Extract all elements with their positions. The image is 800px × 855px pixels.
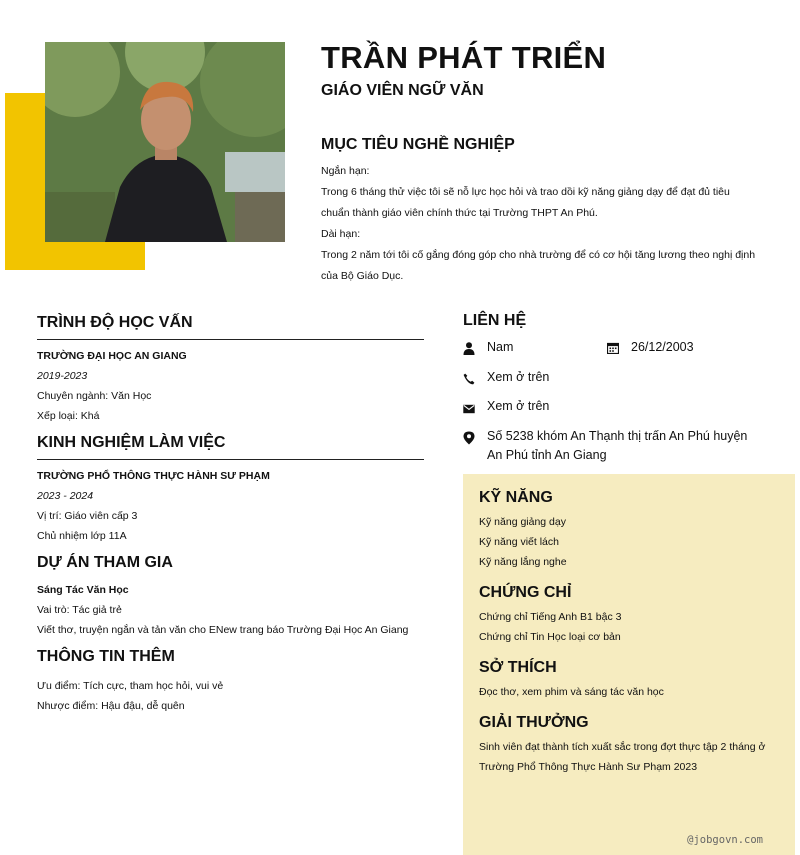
section-heading: MỤC TIÊU NGHỀ NGHIỆP [321,136,515,153]
education-rank: Xếp loại: Khá [37,410,100,422]
awards-section [479,714,779,777]
experience-org: TRƯỜNG PHỔ THÔNG THỰC HÀNH SƯ PHẠM [37,470,270,482]
section-heading: DỰ ÁN THAM GIA [37,554,173,571]
person-icon [463,338,487,362]
contact-row-email [463,397,763,421]
objective-short-text: Trong 6 tháng thử việc tôi sẽ nỗ lực học hỏi và trao dồi kỹ năng giảng dạy để đạt đủ tiêu chuẩn thành giáo viên chính thức tại Trường THPT An Phú. [321,186,730,219]
candidate-name: TRẦN PHÁT TRIỂN [321,40,607,75]
contact-dob: 26/12/2003 [631,340,694,354]
section-heading: KINH NGHIỆM LÀM VIỆC [37,434,424,460]
contact-section [463,312,763,472]
section-heading: KỸ NĂNG [479,489,553,506]
education-period: 2019-2023 [37,370,88,382]
certificate-item: Chứng chỉ Tin Học loại cơ bản [479,631,621,643]
watermark: @jobgovn.com [687,834,763,846]
career-objective-section [321,136,761,287]
project-name: Sáng Tác Văn Học [37,584,129,596]
skill-item: Kỹ năng giảng dạy [479,516,566,528]
contact-gender: Nam [487,340,514,354]
skill-item: Kỹ năng viết lách [479,536,559,548]
phone-icon [463,368,487,392]
contact-row-address [463,427,763,466]
extra-pros: Ưu điểm: Tích cực, tham học hỏi, vui vẻ [37,680,224,692]
contact-address: Số 5238 khóm An Thạnh thị trấn An Phú huyện An Phú tỉnh An Giang [487,428,748,462]
contact-row-gender-dob [463,338,763,362]
profile-photo-image [45,42,285,242]
calendar-icon [607,338,631,361]
project-role: Vai trò: Tác giả trẻ [37,604,122,616]
education-section [37,314,424,426]
projects-section [37,554,424,640]
skill-item: Kỹ năng lắng nghe [479,556,567,568]
project-description: Viết thơ, truyện ngắn và tản văn cho ENew trang báo Trường Đại Học An Giang [37,624,409,636]
objective-long-label: Dài hạn: [321,228,361,240]
experience-position: Vị trí: Giáo viên cấp 3 [37,510,138,522]
profile-photo [45,42,285,242]
section-heading: TRÌNH ĐỘ HỌC VẤN [37,314,424,340]
candidate-title: GIÁO VIÊN NGỮ VĂN [321,82,484,99]
left-column [37,314,424,724]
contact-row-phone [463,368,763,392]
contact-phone[interactable]: Xem ở trên [487,369,550,384]
experience-section [37,434,424,546]
section-heading: GIẢI THƯỞNG [479,714,589,731]
section-heading: THÔNG TIN THÊM [37,648,175,665]
objective-long-text: Trong 2 năm tới tôi cố gắng đóng góp cho nhà trường để có cơ hội tăng lương theo nghị định của Bộ Giáo Dục. [321,249,756,282]
experience-duty: Chủ nhiệm lớp 11A [37,530,127,542]
section-heading: SỞ THÍCH [479,659,557,676]
extra-info-section [37,648,424,716]
hobbies-text: Đọc thơ, xem phim và sáng tác văn học [479,686,664,698]
extra-cons: Nhược điểm: Hậu đậu, dễ quên [37,700,185,712]
certificates-section [479,584,779,647]
section-heading: LIÊN HỆ [463,312,527,329]
education-school: TRƯỜNG ĐẠI HỌC AN GIANG [37,350,187,362]
mail-icon [463,397,487,421]
right-info-panel [463,474,795,855]
awards-text: Sinh viên đạt thành tích xuất sắc trong đợt thực tập 2 tháng ở Trường Phổ Thông Thực Hành Sư Phạm 2023 [479,741,766,773]
experience-period: 2023 - 2024 [37,490,94,502]
education-major: Chuyên ngành: Văn Học [37,390,152,402]
hobbies-section [479,659,779,702]
objective-short-label: Ngắn hạn: [321,165,370,177]
skills-section [479,489,779,572]
contact-email[interactable]: Xem ở trên [487,399,550,413]
certificate-item: Chứng chỉ Tiếng Anh B1 bậc 3 [479,611,622,623]
section-heading: CHỨNG CHỈ [479,584,572,601]
location-pin-icon [463,427,487,452]
